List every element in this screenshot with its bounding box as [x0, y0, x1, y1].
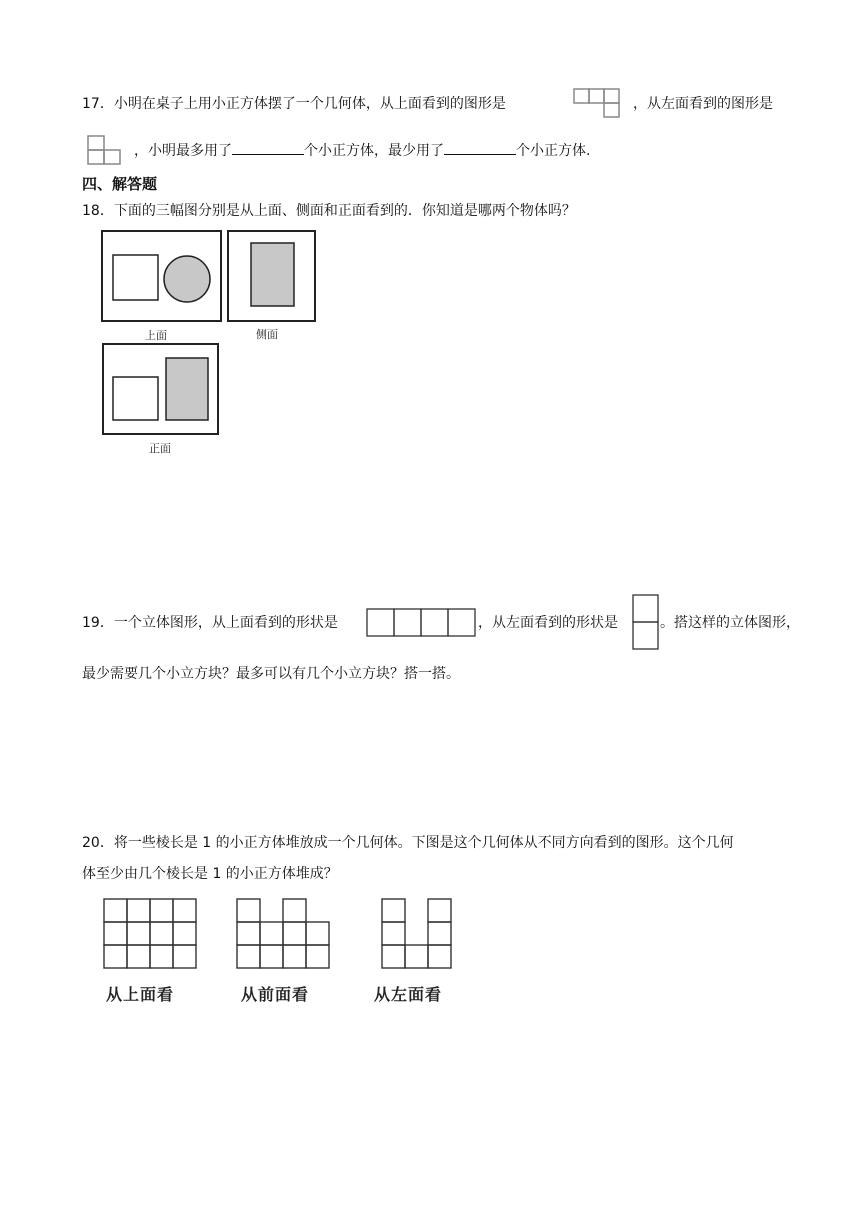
q19-line2: 最少需要几个小立方块？最多可以有几个小立方块？搭一搭。: [82, 666, 460, 682]
q18-side-view-figure: [227, 230, 317, 324]
q17-text-part3: ，小明最多用了: [134, 143, 232, 159]
q19-line1-mid: [478, 613, 618, 633]
section-heading: 四、解答题: [82, 175, 158, 193]
q20-number: 20．: [82, 835, 114, 851]
q20-caption-left: 从左面看: [374, 985, 443, 1004]
q18-text: [82, 201, 576, 221]
q19-top-view-figure: [366, 608, 476, 638]
q17-text-part1: 小明在桌子上用小正方体摆了一个几何体，从上面看到的图形是: [113, 96, 506, 112]
q17-top-view-figure: [573, 88, 623, 120]
q18-question: 下面的三幅图分别是从上面、侧面和正面看到的．你知道是哪两个物体吗？: [113, 203, 576, 219]
q17-line1-end: [633, 94, 773, 114]
q18-front-view-figure: [102, 343, 220, 437]
q17-line2: [134, 140, 590, 161]
q20-line1: [82, 833, 734, 853]
q20-left-view-grid: [381, 898, 454, 970]
q17-answer-blank-max[interactable]: [232, 140, 304, 155]
q20-line2: 体至少由几个棱长是 1 的小正方体堆成？: [82, 866, 338, 882]
q20-caption-front: 从前面看: [241, 985, 310, 1004]
q20-text-line1: 将一些棱长是 1 的小正方体堆放成一个几何体。下图是这个几何体从不同方向看到的图形。这个几何: [113, 835, 734, 851]
q17-answer-blank-min[interactable]: [444, 140, 516, 155]
q20-front-view-grid: [236, 898, 332, 970]
q19-text-part3: 。搭这样的立体图形，: [660, 615, 800, 631]
q18-number: 18．: [82, 203, 114, 219]
q17-line1: [82, 94, 506, 114]
q17-text-part4: 个小正方体，最少用了: [304, 143, 444, 159]
q19-line1-start: [82, 613, 338, 633]
q19-number: 19．: [82, 615, 114, 631]
q19-text-part1: 一个立体图形，从上面看到的形状是: [113, 615, 338, 631]
q19-left-view-figure: [632, 594, 660, 652]
q20-top-view-grid: [103, 898, 199, 970]
q18-caption-top: 上面: [145, 329, 167, 342]
q18-caption-side: 侧面: [256, 328, 278, 341]
q19-line1-end: [660, 613, 800, 633]
q18-top-view-figure: [101, 230, 223, 324]
q17-left-view-figure: [86, 134, 126, 168]
q19-text-part2: ，从左面看到的形状是: [478, 615, 618, 631]
q18-caption-front: 正面: [149, 442, 171, 455]
q20-caption-top: 从上面看: [106, 985, 175, 1004]
q17-text-part2: ，从左面看到的图形是: [633, 96, 773, 112]
q17-number: 17．: [82, 96, 114, 112]
q17-text-part5: 个小正方体.: [516, 143, 591, 159]
